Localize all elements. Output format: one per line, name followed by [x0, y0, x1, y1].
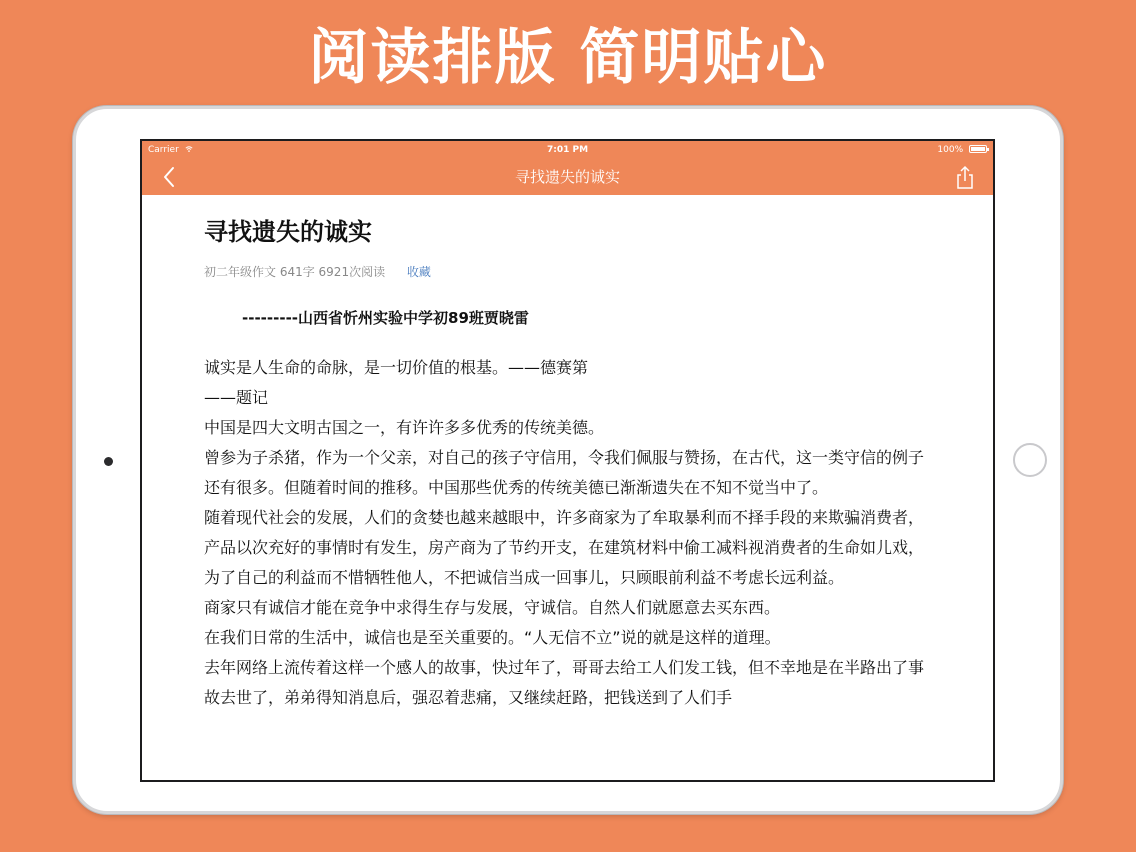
article-content — [204, 215, 924, 713]
paragraph: 商家只有诚信才能在竞争中求得生存与发展，守诚信。自然人们就愿意去买东西。 — [204, 598, 781, 617]
battery-percent: 100% — [937, 145, 964, 155]
promo-headline: 阅读排版 简明贴心 — [308, 23, 828, 93]
article-title: 寻找遗失的诚实 — [204, 218, 372, 246]
article-author: ---------山西省忻州实验中学初89班贾晓雷 — [242, 309, 529, 327]
carrier-label: Carrier — [148, 145, 179, 155]
paragraph: 随着现代社会的发展，人们的贪婪也越来越眼中，许多商家为了牟取暴利而不择手段的来欺骗消费者，产品以次充好的事情时有发生，房产商为了节约开支，在建筑材料中偷工减料视消费者的生命如儿戏，为了自己的利益而不惜牺牲他人，不把诚信当成一回事儿，只顾眼前利益不考虑长远利益。 — [204, 508, 925, 587]
share-button[interactable] — [953, 165, 977, 191]
app-screen — [140, 139, 995, 782]
status-battery — [937, 141, 987, 159]
paragraph: 曾参为子杀猪，作为一个父亲，对自己的孩子守信用，令我们佩服与赞扬，在古代，这一类守信的例子还有很多。但随着时间的推移。中国那些优秀的传统美德已渐渐遗失在不知不觉当中了。 — [204, 448, 925, 497]
battery-icon — [969, 145, 987, 153]
paragraph: 去年网络上流传着这样一个感人的故事，快过年了，哥哥去给工人们发工钱，但不幸地是在半路出了事故去世了，弟弟得知消息后，强忍着悲痛，又继续赶路，把钱送到了人们手 — [204, 658, 925, 707]
camera-icon — [104, 457, 113, 466]
article-body — [204, 353, 924, 713]
paragraph: ——题记 — [204, 388, 269, 407]
article-meta — [204, 263, 924, 281]
status-bar — [142, 141, 993, 159]
navigation-bar — [142, 159, 993, 195]
article-meta-info: 初二年级作文 641字 6921次阅读 — [204, 265, 386, 279]
home-button[interactable] — [1013, 443, 1047, 477]
share-icon — [953, 165, 977, 191]
status-time: 7:01 PM — [546, 145, 589, 155]
paragraph: 在我们日常的生活中，诚信也是至关重要的。“人无信不立”说的就是这样的道理。 — [204, 628, 781, 647]
paragraph: 中国是四大文明古国之一，有许许多多优秀的传统美德。 — [204, 418, 605, 437]
nav-title: 寻找遗失的诚实 — [514, 168, 620, 186]
paragraph: 诚实是人生命的命脉，是一切价值的根基。——德赛第 — [204, 358, 589, 377]
favorite-link[interactable]: 收藏 — [406, 265, 431, 279]
